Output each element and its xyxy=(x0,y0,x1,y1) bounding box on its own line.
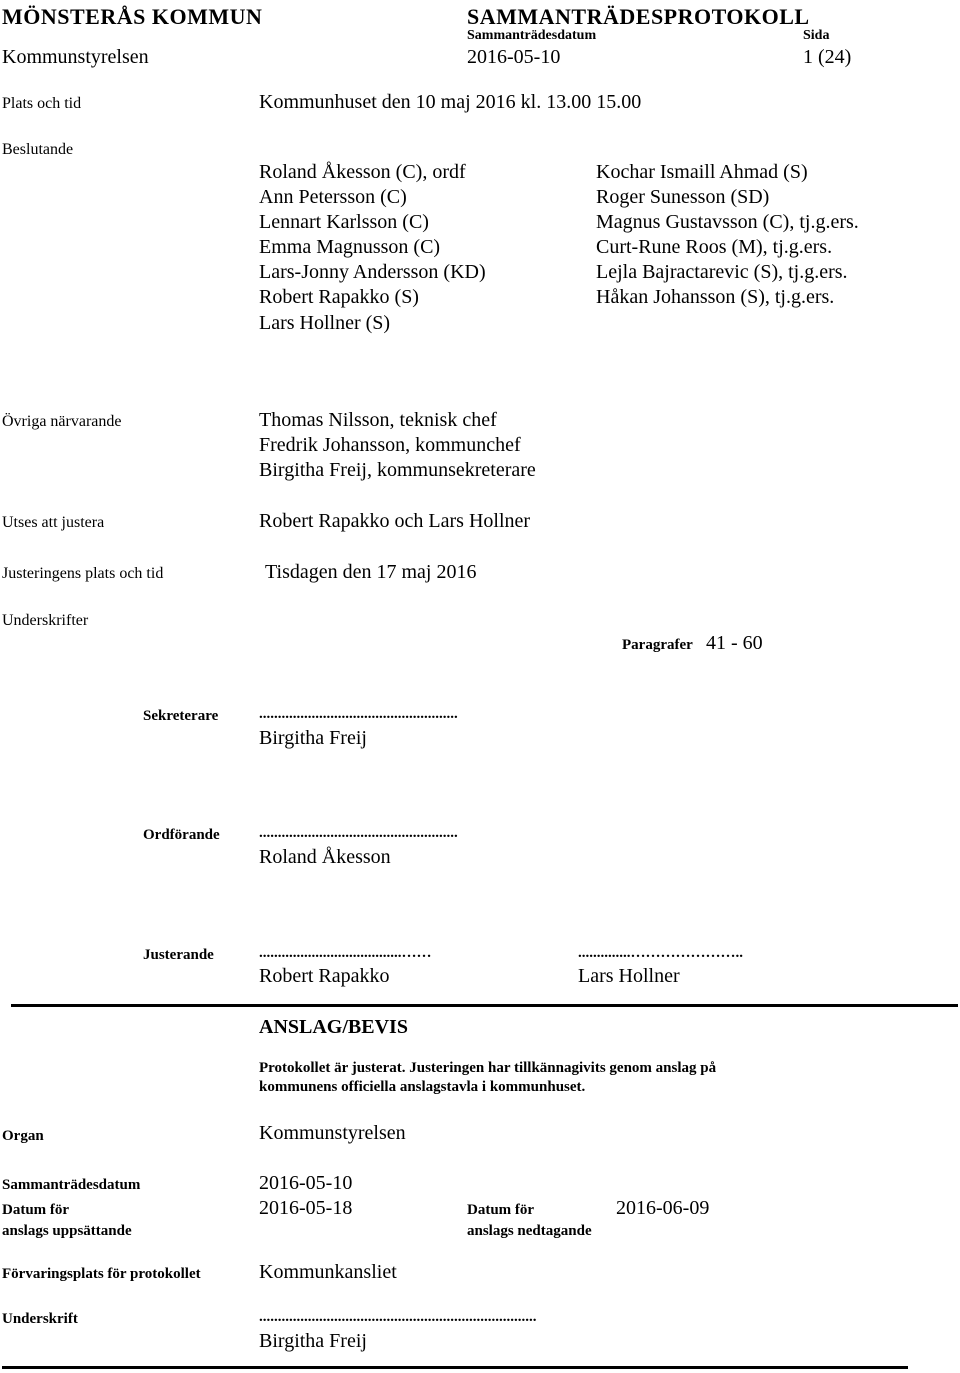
signature-line: ..................................................... xyxy=(259,825,458,841)
deciding-member: Roger Sunesson (SD) xyxy=(596,186,770,208)
others-label: Övriga närvarande xyxy=(2,413,122,430)
deciding-member: Lars Hollner (S) xyxy=(259,312,391,334)
secretary-name: Birgitha Freij xyxy=(259,727,367,749)
posted-date-label: anslags uppsättande xyxy=(2,1223,132,1239)
other-attendee: Birgitha Freij, kommunsekreterare xyxy=(259,459,536,481)
place-value: Kommunhuset den 10 maj 2016 kl. 13.00 15.00 xyxy=(259,91,642,113)
notice-text: kommunens officiella anslagstavla i kommunhuset. xyxy=(259,1079,586,1095)
municipality-name: MÖNSTERÅS KOMMUN xyxy=(2,4,263,29)
deciding-member: Håkan Johansson (S), tj.g.ers. xyxy=(596,286,835,308)
posted-date-value: 2016-05-18 xyxy=(259,1197,353,1219)
divider xyxy=(11,1004,958,1007)
signature-name: Birgitha Freij xyxy=(259,1330,367,1352)
deciding-member: Curt-Rune Roos (M), tj.g.ers. xyxy=(596,236,833,258)
other-attendee: Fredrik Johansson, kommunchef xyxy=(259,434,521,456)
chair-name: Roland Åkesson xyxy=(259,846,391,868)
document-type: SAMMANTRÄDESPROTOKOLL xyxy=(467,4,810,29)
deciding-member: Emma Magnusson (C) xyxy=(259,236,441,258)
chair-label: Ordförande xyxy=(143,827,220,843)
deciding-member: Kochar Ismaill Ahmad (S) xyxy=(596,161,808,183)
deciding-member: Magnus Gustavsson (C), tj.g.ers. xyxy=(596,211,859,233)
signature-line: .......................................................................... xyxy=(259,1309,537,1325)
page-number: 1 (24) xyxy=(803,46,852,68)
posted-date-label: Datum för xyxy=(2,1202,70,1218)
adjuster-name: Robert Rapakko xyxy=(259,965,390,987)
adjust-value: Robert Rapakko och Lars Hollner xyxy=(259,510,531,532)
adjust-place-value: Tisdagen den 17 maj 2016 xyxy=(265,561,477,583)
signature-label: Underskrift xyxy=(2,1311,78,1327)
deciding-member: Lejla Bajractarevic (S), tj.g.ers. xyxy=(596,261,848,283)
notice-meeting-date-label: Sammanträdesdatum xyxy=(2,1177,141,1193)
notice-meeting-date-value: 2016-05-10 xyxy=(259,1172,353,1194)
deciding-member: Lennart Karlsson (C) xyxy=(259,211,429,233)
signature-line: ......................................…… xyxy=(259,945,432,961)
meeting-date: 2016-05-10 xyxy=(467,46,561,68)
page-label: Sida xyxy=(803,28,830,43)
notice-text: Protokollet är justerat. Justeringen har tillkännagivits genom anslag på xyxy=(259,1060,717,1076)
removed-date-label: anslags nedtagande xyxy=(467,1223,592,1239)
secretary-label: Sekreterare xyxy=(143,708,219,724)
removed-date-value: 2016-06-09 xyxy=(616,1197,710,1219)
other-attendee: Thomas Nilsson, teknisk chef xyxy=(259,409,497,431)
storage-value: Kommunkansliet xyxy=(259,1261,397,1283)
deciding-member: Roland Åkesson (C), ordf xyxy=(259,161,466,183)
adjuster-name: Lars Hollner xyxy=(578,965,680,987)
deciding-member: Ann Petersson (C) xyxy=(259,186,407,208)
place-label: Plats och tid xyxy=(2,95,82,112)
signature-line: ..............………………….. xyxy=(578,945,743,961)
storage-label: Förvaringsplats för protokollet xyxy=(2,1266,201,1282)
notice-title: ANSLAG/BEVIS xyxy=(259,1016,408,1038)
adjusters-label: Justerande xyxy=(143,947,214,963)
signature-line: ..................................................... xyxy=(259,706,458,722)
adjust-place-label: Justeringens plats och tid xyxy=(2,565,164,582)
deciding-member: Robert Rapakko (S) xyxy=(259,286,419,308)
committee-name: Kommunstyrelsen xyxy=(2,46,149,68)
deciding-member: Lars-Jonny Andersson (KD) xyxy=(259,261,486,283)
organ-label: Organ xyxy=(2,1128,44,1144)
removed-date-label: Datum för xyxy=(467,1202,535,1218)
adjust-label: Utses att justera xyxy=(2,514,105,531)
paragraphs-value: 41 - 60 xyxy=(706,632,763,654)
meeting-date-label: Sammanträdesdatum xyxy=(467,28,597,43)
organ-value: Kommunstyrelsen xyxy=(259,1122,406,1144)
signatures-label: Underskrifter xyxy=(2,612,89,629)
deciding-label: Beslutande xyxy=(2,141,74,158)
paragraphs-label: Paragrafer xyxy=(622,637,693,653)
divider xyxy=(2,1366,908,1369)
